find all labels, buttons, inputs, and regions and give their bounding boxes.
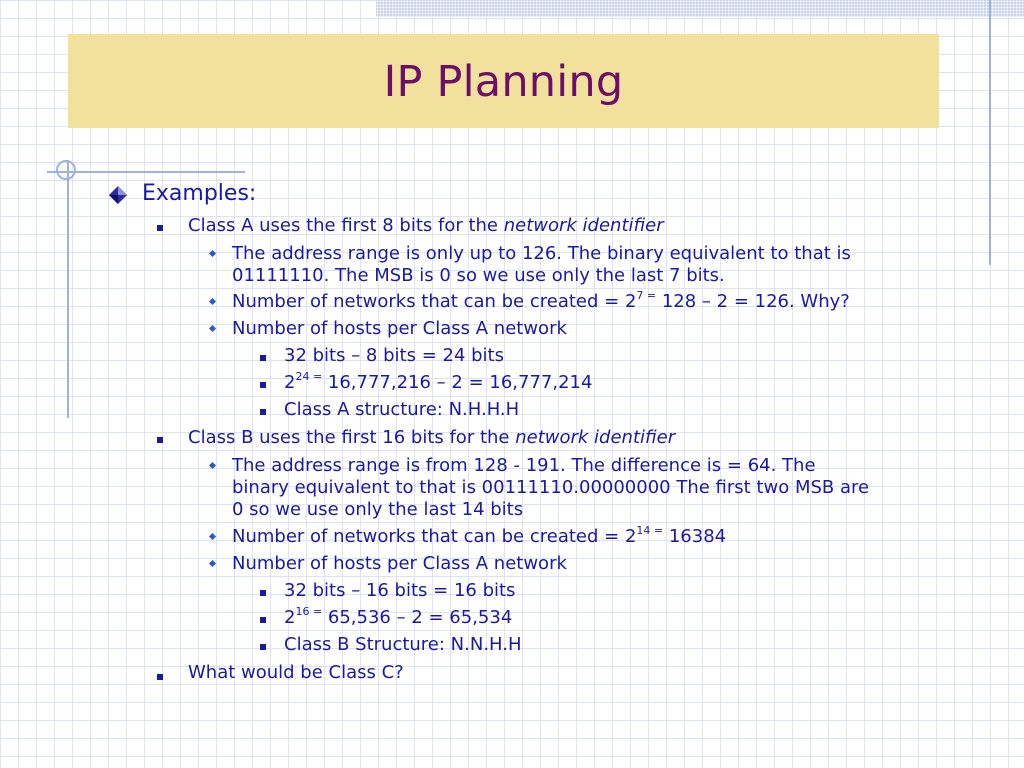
diamond-small-bullet-icon <box>209 462 216 469</box>
class-b-hosts-label: Number of hosts per Class A network <box>232 553 567 574</box>
diamond-bullet-icon <box>108 185 128 205</box>
decorative-horizontal-line <box>47 171 245 173</box>
square-bullet-icon <box>260 355 266 361</box>
examples-heading: Examples: <box>142 181 257 206</box>
decorative-dot-band <box>376 0 1024 17</box>
class-b-structure: Class B Structure: N.N.H.H <box>284 634 522 655</box>
class-b-hosts-bits: 32 bits – 16 bits = 16 bits <box>284 580 516 601</box>
square-bullet-icon <box>157 674 163 680</box>
square-bullet-icon <box>260 409 266 415</box>
class-a-intro: Class A uses the first 8 bits for the network identifier <box>188 215 664 236</box>
title-banner <box>68 34 939 128</box>
decorative-vertical-line-left <box>67 160 69 418</box>
square-bullet-icon <box>260 590 266 596</box>
diamond-small-bullet-icon <box>209 325 216 332</box>
square-bullet-icon <box>157 437 163 443</box>
square-bullet-icon <box>157 225 163 231</box>
class-a-range: The address range is only up to 126. The binary equivalent to that is 01111110. The MSB is 0 so we use only the last 7 bits. <box>232 243 851 286</box>
class-a-hosts-bits: 32 bits – 8 bits = 24 bits <box>284 345 504 366</box>
class-b-hosts-calc: $2^{16 =}$ 65,536 – 2 = 65,534 <box>284 605 513 628</box>
square-bullet-icon <box>260 644 266 650</box>
slide-title: IP Planning <box>383 57 624 107</box>
class-c-question: What would be Class C? <box>188 662 404 683</box>
class-a-structure: Class A structure: N.H.H.H <box>284 399 520 420</box>
class-a-hosts-label: Number of hosts per Class A network <box>232 318 567 339</box>
class-b-intro: Class B uses the first 16 bits for the network identifier <box>188 427 676 448</box>
class-b-networks: Number of networks that can be created = $2^{14 =}$ 16384 <box>232 524 727 547</box>
decorative-vertical-line-right <box>989 0 991 265</box>
decorative-circle-icon <box>56 160 76 180</box>
diamond-small-bullet-icon <box>209 298 216 305</box>
diamond-small-bullet-icon <box>209 250 216 257</box>
square-bullet-icon <box>260 617 266 623</box>
class-a-hosts-calc: $2^{24 =}$ 16,777,216 – 2 = 16,777,214 <box>284 370 593 393</box>
class-a-networks: Number of networks that can be created = $2^{7 =}$ 128 – 2 = 126. Why? <box>232 289 850 312</box>
square-bullet-icon <box>260 382 266 388</box>
diamond-small-bullet-icon <box>209 560 216 567</box>
class-b-range: The address range is from 128 - 191. The difference is = 64. The binary equivalent to that is 00111110.00000000 The first two MSB are 0 so we use only the last 14 bits <box>232 455 870 520</box>
diamond-small-bullet-icon <box>209 533 216 540</box>
